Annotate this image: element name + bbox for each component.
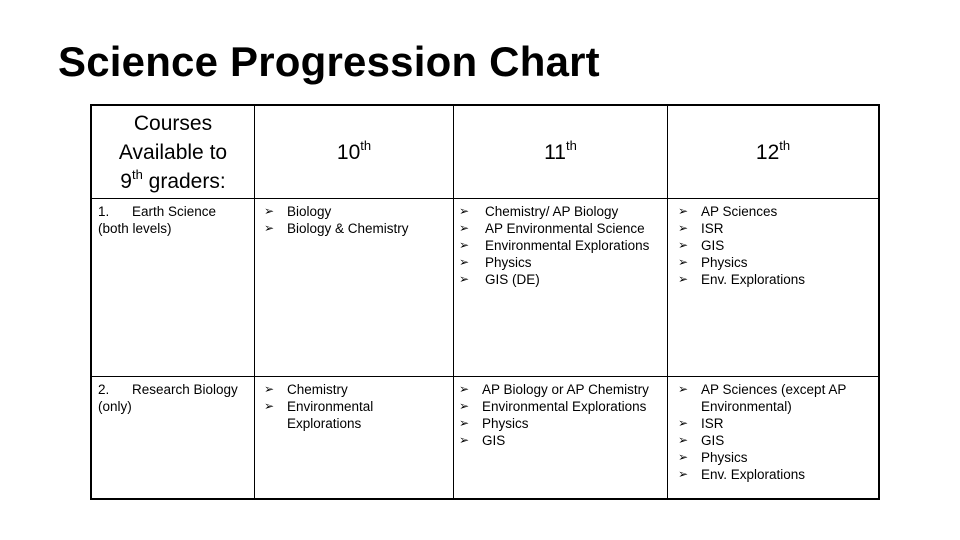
list-item (264, 381, 450, 398)
course-option: Physics (701, 255, 748, 270)
arrow-bullet-icon: ➢ (459, 382, 470, 396)
course-level: (both levels) (98, 221, 172, 236)
row-divider (92, 376, 878, 377)
list-item (459, 415, 665, 432)
arrow-bullet-icon: ➢ (678, 255, 689, 269)
list-item (678, 203, 876, 220)
course-option: AP Sciences (701, 204, 778, 219)
course-option: GIS (701, 433, 725, 448)
row-1-tenth (264, 203, 450, 237)
arrow-bullet-icon: ➢ (264, 204, 275, 218)
arrow-bullet-icon: ➢ (459, 238, 470, 252)
header-ordinal: th (131, 166, 143, 182)
list-item (678, 237, 876, 254)
list-item (264, 398, 450, 432)
row-2-eleventh (459, 381, 665, 449)
course-option: Chemistry (287, 382, 348, 397)
header-ordinal: th (360, 137, 372, 153)
arrow-bullet-icon: ➢ (264, 221, 275, 235)
header-eleventh (454, 106, 667, 198)
course-option: Environmental Explorations (485, 238, 650, 253)
header-grade-number: 9 (120, 169, 132, 193)
list-item (678, 381, 876, 415)
list-item (264, 203, 450, 220)
course-option: AP Environmental Science (485, 221, 645, 236)
header-grade-number: 12 (755, 140, 780, 164)
course-option: Env. Explorations (701, 467, 806, 482)
row-2-tenth (264, 381, 450, 432)
course-option: Chemistry/ AP Biology (485, 204, 619, 219)
list-item (264, 220, 450, 237)
arrow-bullet-icon: ➢ (459, 399, 470, 413)
row-1-twelfth (678, 203, 876, 288)
arrow-bullet-icon: ➢ (678, 272, 689, 286)
progression-table (90, 104, 880, 500)
course-option: Environmental Explorations (287, 399, 374, 431)
list-item (678, 432, 876, 449)
page-title: Science Progression Chart (58, 38, 600, 85)
list-item (459, 398, 665, 415)
list-item (459, 237, 665, 254)
arrow-bullet-icon: ➢ (678, 204, 689, 218)
header-ordinal: th (779, 137, 791, 153)
list-item (459, 203, 665, 220)
row-1-course (98, 203, 250, 237)
arrow-bullet-icon: ➢ (678, 238, 689, 252)
course-option: GIS (482, 433, 506, 448)
row-2-twelfth (678, 381, 876, 483)
arrow-bullet-icon: ➢ (459, 272, 470, 286)
row-1-eleventh (459, 203, 665, 288)
course-option: GIS (701, 238, 725, 253)
course-option: Physics (701, 450, 748, 465)
arrow-bullet-icon: ➢ (678, 416, 689, 430)
arrow-bullet-icon: ➢ (459, 204, 470, 218)
list-item (678, 271, 876, 288)
course-name: Research Biology (132, 382, 238, 397)
row-number: 1. (98, 204, 110, 219)
course-option: ISR (701, 416, 724, 431)
course-option: Env. Explorations (701, 272, 806, 287)
header-grade-number: 10 (336, 140, 361, 164)
header-line: Available to (118, 140, 228, 164)
course-option: AP Sciences (except AP Environmental) (701, 382, 847, 414)
arrow-bullet-icon: ➢ (678, 450, 689, 464)
course-level: (only) (98, 399, 132, 414)
row-divider (92, 198, 878, 199)
list-item (459, 220, 665, 237)
course-name: Earth Science (132, 204, 217, 219)
course-option: Environmental Explorations (482, 399, 647, 414)
course-option: Biology (287, 204, 332, 219)
arrow-bullet-icon: ➢ (459, 416, 470, 430)
course-option: GIS (DE) (485, 272, 540, 287)
course-option: ISR (701, 221, 724, 236)
list-item (459, 432, 665, 449)
list-item (459, 254, 665, 271)
list-item (678, 254, 876, 271)
arrow-bullet-icon: ➢ (678, 467, 689, 481)
list-item (678, 449, 876, 466)
list-item (678, 466, 876, 483)
row-2-course (98, 381, 250, 415)
header-line: graders: (142, 169, 226, 193)
header-ninth-graders (92, 106, 254, 198)
list-item (678, 220, 876, 237)
arrow-bullet-icon: ➢ (459, 433, 470, 447)
arrow-bullet-icon: ➢ (678, 221, 689, 235)
list-item (678, 415, 876, 432)
course-option: AP Biology or AP Chemistry (482, 382, 649, 397)
header-grade-number: 11 (544, 140, 566, 164)
arrow-bullet-icon: ➢ (264, 399, 275, 413)
list-item (459, 271, 665, 288)
course-option: Biology & Chemistry (287, 221, 409, 236)
arrow-bullet-icon: ➢ (678, 433, 689, 447)
header-twelfth (668, 106, 878, 198)
row-number: 2. (98, 382, 110, 397)
arrow-bullet-icon: ➢ (459, 221, 470, 235)
header-tenth (255, 106, 453, 198)
course-option: Physics (482, 416, 529, 431)
list-item (459, 381, 665, 398)
arrow-bullet-icon: ➢ (264, 382, 275, 396)
course-option: Physics (485, 255, 532, 270)
header-line: Courses (133, 111, 213, 135)
arrow-bullet-icon: ➢ (678, 382, 689, 396)
arrow-bullet-icon: ➢ (459, 255, 470, 269)
header-ordinal: th (565, 137, 577, 153)
